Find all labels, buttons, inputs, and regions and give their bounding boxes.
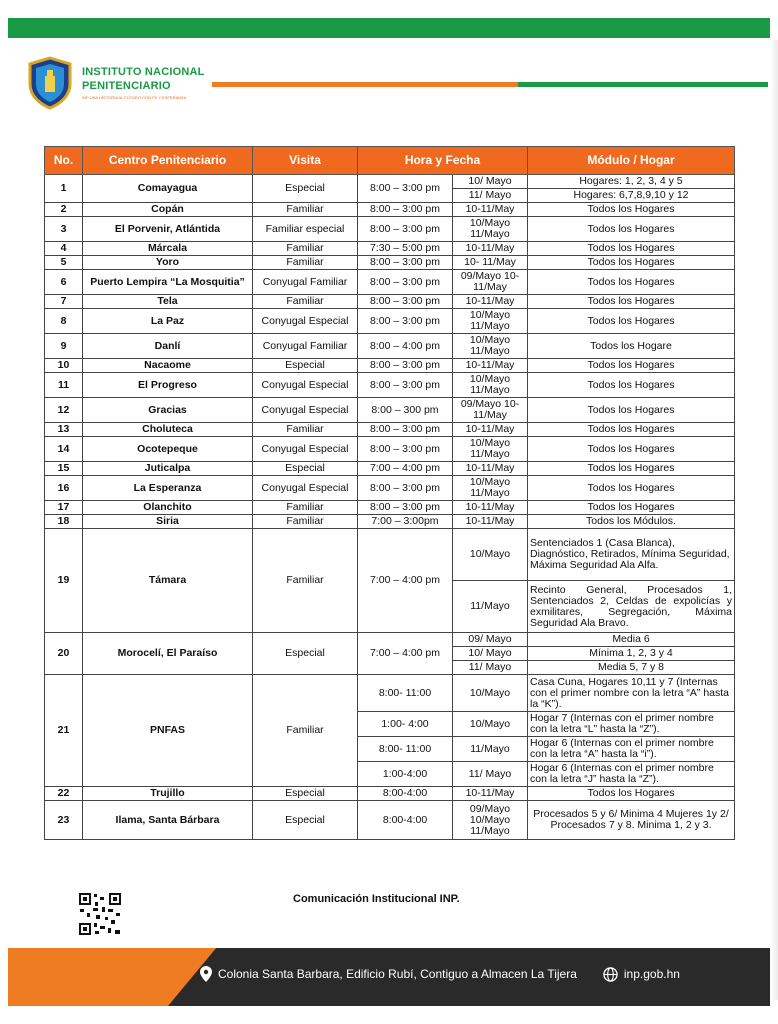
header-no: No.: [45, 147, 83, 175]
header-time-date: Hora y Fecha: [358, 147, 528, 175]
module-home: Hogar 7 (Internas con el primer nombre con la letra “L” hasta la “Z”).: [528, 712, 735, 737]
visit-type: Conyugal Familiar: [253, 334, 358, 359]
visit-date: 09/Mayo 10-11/May: [453, 398, 528, 423]
visit-date: 10/Mayo 11/Mayo: [453, 334, 528, 359]
visit-type: Familiar: [253, 529, 358, 633]
row-number: 14: [45, 437, 83, 462]
row-number: 20: [45, 633, 83, 675]
module-home: Todos los Hogares: [528, 437, 735, 462]
row-number: 12: [45, 398, 83, 423]
center-name: Yoro: [83, 256, 253, 270]
visit-hours: 7:00 – 4:00 pm: [358, 529, 453, 633]
visit-hours: 1:00- 4:00: [358, 712, 453, 737]
visit-date: 10/Mayo 11/Mayo: [453, 309, 528, 334]
institution-tagline: INP UNA HISTORIA AL FUTURO CON FE Y ESPERANZA: [82, 95, 187, 100]
top-green-bar: [8, 18, 770, 38]
row-number: 21: [45, 675, 83, 787]
table-row: [45, 270, 735, 295]
row-number: 16: [45, 476, 83, 501]
table-row: [45, 242, 735, 256]
row-number: 23: [45, 801, 83, 840]
table-row: [45, 295, 735, 309]
visit-hours: 8:00 – 3:00 pm: [358, 217, 453, 242]
module-home: Todos los Hogares: [528, 501, 735, 515]
module-home: Media 6: [528, 633, 735, 647]
visit-type: Especial: [253, 359, 358, 373]
center-name: Nacaome: [83, 359, 253, 373]
visit-type: Conyugal Familiar: [253, 270, 358, 295]
visit-type: Familiar: [253, 423, 358, 437]
communication-label: Comunicación Institucional INP.: [293, 893, 460, 905]
visit-date: 10-11/May: [453, 501, 528, 515]
module-home: Todos los Módulos.: [528, 515, 735, 529]
row-number: 13: [45, 423, 83, 437]
center-name: Ocotepeque: [83, 437, 253, 462]
module-home: Todos los Hogares: [528, 476, 735, 501]
center-name: Morocelí, El Paraíso: [83, 633, 253, 675]
table-row: [45, 515, 735, 529]
visit-hours: 8:00 – 300 pm: [358, 398, 453, 423]
visit-hours: 8:00-4:00: [358, 801, 453, 840]
module-home: Casa Cuna, Hogares 10,11 y 7 (Internas con el primer nombre con la letra “A” hasta la “K”).: [528, 675, 735, 712]
visit-date: 10-11/May: [453, 359, 528, 373]
inp-badge-icon: [26, 56, 74, 110]
center-name: Comayagua: [83, 175, 253, 203]
table-row: [45, 203, 735, 217]
location-pin-icon: [200, 966, 212, 982]
visit-type: Especial: [253, 633, 358, 675]
table-row: [45, 801, 735, 840]
visit-hours: 8:00 – 3:00 pm: [358, 270, 453, 295]
module-home: Todos los Hogares: [528, 217, 735, 242]
visit-schedule-table: [44, 146, 735, 840]
module-home: Todos los Hogares: [528, 787, 735, 801]
center-name: Márcala: [83, 242, 253, 256]
visit-type: Especial: [253, 801, 358, 840]
table-header-row: [45, 147, 735, 175]
center-name: Siria: [83, 515, 253, 529]
module-home: Todos los Hogares: [528, 309, 735, 334]
visit-date: 10/Mayo 11/Mayo: [453, 437, 528, 462]
center-name: Juticalpa: [83, 462, 253, 476]
visit-type: Familiar: [253, 242, 358, 256]
row-number: 4: [45, 242, 83, 256]
visit-date: 10/ Mayo: [453, 647, 528, 661]
visit-hours: 8:00 – 3:00 pm: [358, 501, 453, 515]
visit-hours: 7:00 – 4:00 pm: [358, 633, 453, 675]
module-home: Hogares: 6,7,8,9,10 y 12: [528, 189, 735, 203]
table-row: [45, 787, 735, 801]
visit-hours: 8:00 – 4:00 pm: [358, 334, 453, 359]
center-name: Choluteca: [83, 423, 253, 437]
visit-type: Conyugal Especial: [253, 437, 358, 462]
table-row: [45, 476, 735, 501]
visit-date: 10-11/May: [453, 295, 528, 309]
globe-icon: [603, 967, 618, 982]
visit-hours: 7:30 – 5:00 pm: [358, 242, 453, 256]
visit-type: Familiar especial: [253, 217, 358, 242]
center-name: Puerto Lempira “La Mosquitia”: [83, 270, 253, 295]
visit-date: 10-11/May: [453, 787, 528, 801]
module-home: Procesados 5 y 6/ Minima 4 Mujeres 1y 2/ Procesados 7 y 8. Minima 1, 2 y 3.: [528, 801, 735, 840]
center-name: El Porvenir, Atlántida: [83, 217, 253, 242]
visit-type: Familiar: [253, 675, 358, 787]
visit-type: Conyugal Especial: [253, 476, 358, 501]
table-row: [45, 359, 735, 373]
center-name: PNFAS: [83, 675, 253, 787]
row-number: 1: [45, 175, 83, 203]
visit-date: 10/Mayo 11/Mayo: [453, 217, 528, 242]
visit-hours: 8:00 – 3:00 pm: [358, 476, 453, 501]
table-row: [45, 462, 735, 476]
visit-date: 11/ Mayo: [453, 189, 528, 203]
visit-hours: 8:00 – 3:00 pm: [358, 309, 453, 334]
center-name: Olanchito: [83, 501, 253, 515]
row-number: 17: [45, 501, 83, 515]
module-home: Hogar 6 (Internas con el primer nombre con la letra “J” hasta la “Z”).: [528, 762, 735, 787]
module-home: Media 5, 7 y 8: [528, 661, 735, 675]
visit-date: 10/Mayo: [453, 675, 528, 712]
table-row: [45, 437, 735, 462]
table-row: [45, 309, 735, 334]
visit-hours: 8:00- 11:00: [358, 675, 453, 712]
table-row: [45, 529, 735, 581]
header-center: Centro Penitenciario: [83, 147, 253, 175]
footer-website-link[interactable]: inp.gob.hn: [623, 967, 680, 981]
visit-date: 10- 11/May: [453, 256, 528, 270]
visit-type: Conyugal Especial: [253, 398, 358, 423]
visit-type: Conyugal Especial: [253, 373, 358, 398]
row-number: 15: [45, 462, 83, 476]
row-number: 5: [45, 256, 83, 270]
table-row: [45, 217, 735, 242]
visit-date: 10/ Mayo: [453, 175, 528, 189]
visit-date: 10-11/May: [453, 462, 528, 476]
center-name: Ilama, Santa Bárbara: [83, 801, 253, 840]
module-home: Recinto General, Procesados 1, Sentenciados 2, Celdas de expolicías y exmilitares, Segregación, Máxima Seguridad Ala Bravo.: [528, 581, 735, 633]
visit-date: 09/ Mayo: [453, 633, 528, 647]
visit-hours: 8:00 – 3:00 pm: [358, 175, 453, 203]
visit-hours: 8:00 – 3:00 pm: [358, 203, 453, 217]
center-name: La Paz: [83, 309, 253, 334]
row-number: 10: [45, 359, 83, 373]
visit-hours: 8:00 – 3:00 pm: [358, 359, 453, 373]
institution-logo: [26, 56, 205, 110]
table-row: [45, 398, 735, 423]
table-row: [45, 675, 735, 712]
institution-name-line2: PENITENCIARIO: [82, 80, 171, 92]
table-row: [45, 501, 735, 515]
table-row: [45, 256, 735, 270]
visit-type: Especial: [253, 787, 358, 801]
footer-contact: [200, 966, 680, 982]
row-number: 8: [45, 309, 83, 334]
module-home: Todos los Hogares: [528, 295, 735, 309]
visit-date: 11/Mayo: [453, 581, 528, 633]
module-home: Todos los Hogares: [528, 270, 735, 295]
visit-date: 11/ Mayo: [453, 762, 528, 787]
visit-hours: 7:00 – 3:00pm: [358, 515, 453, 529]
visit-hours: 7:00 – 4:00 pm: [358, 462, 453, 476]
row-number: 19: [45, 529, 83, 633]
center-name: El Progreso: [83, 373, 253, 398]
header-module: Módulo / Hogar: [528, 147, 735, 175]
table-row: [45, 373, 735, 398]
module-home: Todos los Hogares: [528, 359, 735, 373]
visit-type: Especial: [253, 175, 358, 203]
footer-address: Colonia Santa Barbara, Edificio Rubí, Contiguo a Almacen La Tijera: [218, 967, 577, 981]
row-number: 7: [45, 295, 83, 309]
module-home: Hogar 6 (Internas con el primer nombre con la letra “A” hasta la “i”).: [528, 737, 735, 762]
visit-hours: 8:00-4:00: [358, 787, 453, 801]
visit-type: Especial: [253, 462, 358, 476]
center-name: Copán: [83, 203, 253, 217]
visit-type: Familiar: [253, 501, 358, 515]
row-number: 2: [45, 203, 83, 217]
visit-hours: 8:00 – 3:00 pm: [358, 437, 453, 462]
visit-hours: 8:00- 11:00: [358, 737, 453, 762]
table-row: [45, 423, 735, 437]
module-home: Todos los Hogare: [528, 334, 735, 359]
visit-date: 11/ Mayo: [453, 661, 528, 675]
visit-date: 09/Mayo 10-11/May: [453, 270, 528, 295]
module-home: Sentenciados 1 (Casa Blanca), Diagnóstico, Retirados, Mínima Seguridad, Máxima Seguridad Ala Alfa.: [528, 529, 735, 581]
visit-date: 10/Mayo 11/Mayo: [453, 373, 528, 398]
row-number: 6: [45, 270, 83, 295]
visit-hours: 8:00 – 3:00 pm: [358, 373, 453, 398]
row-number: 22: [45, 787, 83, 801]
module-home: Mínima 1, 2, 3 y 4: [528, 647, 735, 661]
visit-type: Familiar: [253, 203, 358, 217]
visit-date: 11/Mayo: [453, 737, 528, 762]
module-home: Todos los Hogares: [528, 203, 735, 217]
visit-hours: 8:00 – 3:00 pm: [358, 256, 453, 270]
visit-date: 10-11/May: [453, 242, 528, 256]
table-row: [45, 334, 735, 359]
center-name: Trujillo: [83, 787, 253, 801]
visit-type: Familiar: [253, 256, 358, 270]
visit-hours: 8:00 – 3:00 pm: [358, 295, 453, 309]
visit-date: 10-11/May: [453, 423, 528, 437]
row-number: 11: [45, 373, 83, 398]
visit-type: Familiar: [253, 295, 358, 309]
center-name: Gracias: [83, 398, 253, 423]
module-home: Todos los Hogares: [528, 373, 735, 398]
module-home: Todos los Hogares: [528, 242, 735, 256]
visit-type: Familiar: [253, 515, 358, 529]
center-name: Támara: [83, 529, 253, 633]
row-number: 18: [45, 515, 83, 529]
header-green-line: [518, 82, 768, 87]
table-row: [45, 175, 735, 189]
module-home: Todos los Hogares: [528, 462, 735, 476]
institution-name-line1: INSTITUTO NACIONAL: [82, 66, 205, 78]
table-row: [45, 633, 735, 647]
qr-code-icon: [78, 892, 122, 936]
visit-date: 10/Mayo: [453, 529, 528, 581]
visit-date: 10-11/May: [453, 515, 528, 529]
row-number: 9: [45, 334, 83, 359]
header-orange-line: [212, 82, 518, 87]
visit-date: 10/Mayo: [453, 712, 528, 737]
row-number: 3: [45, 217, 83, 242]
visit-hours: 8:00 – 3:00 pm: [358, 423, 453, 437]
visit-hours: 1:00-4:00: [358, 762, 453, 787]
center-name: La Esperanza: [83, 476, 253, 501]
module-home: Todos los Hogares: [528, 256, 735, 270]
module-home: Todos los Hogares: [528, 423, 735, 437]
header-visit: Visita: [253, 147, 358, 175]
visit-type: Conyugal Especial: [253, 309, 358, 334]
visit-date: 10/Mayo 11/Mayo: [453, 476, 528, 501]
visit-date: 09/Mayo 10/Mayo 11/Mayo: [453, 801, 528, 840]
center-name: Danlí: [83, 334, 253, 359]
page-edge-shadow: [770, 40, 778, 1000]
center-name: Tela: [83, 295, 253, 309]
module-home: Todos los Hogares: [528, 398, 735, 423]
module-home: Hogares: 1, 2, 3, 4 y 5: [528, 175, 735, 189]
visit-date: 10-11/May: [453, 203, 528, 217]
